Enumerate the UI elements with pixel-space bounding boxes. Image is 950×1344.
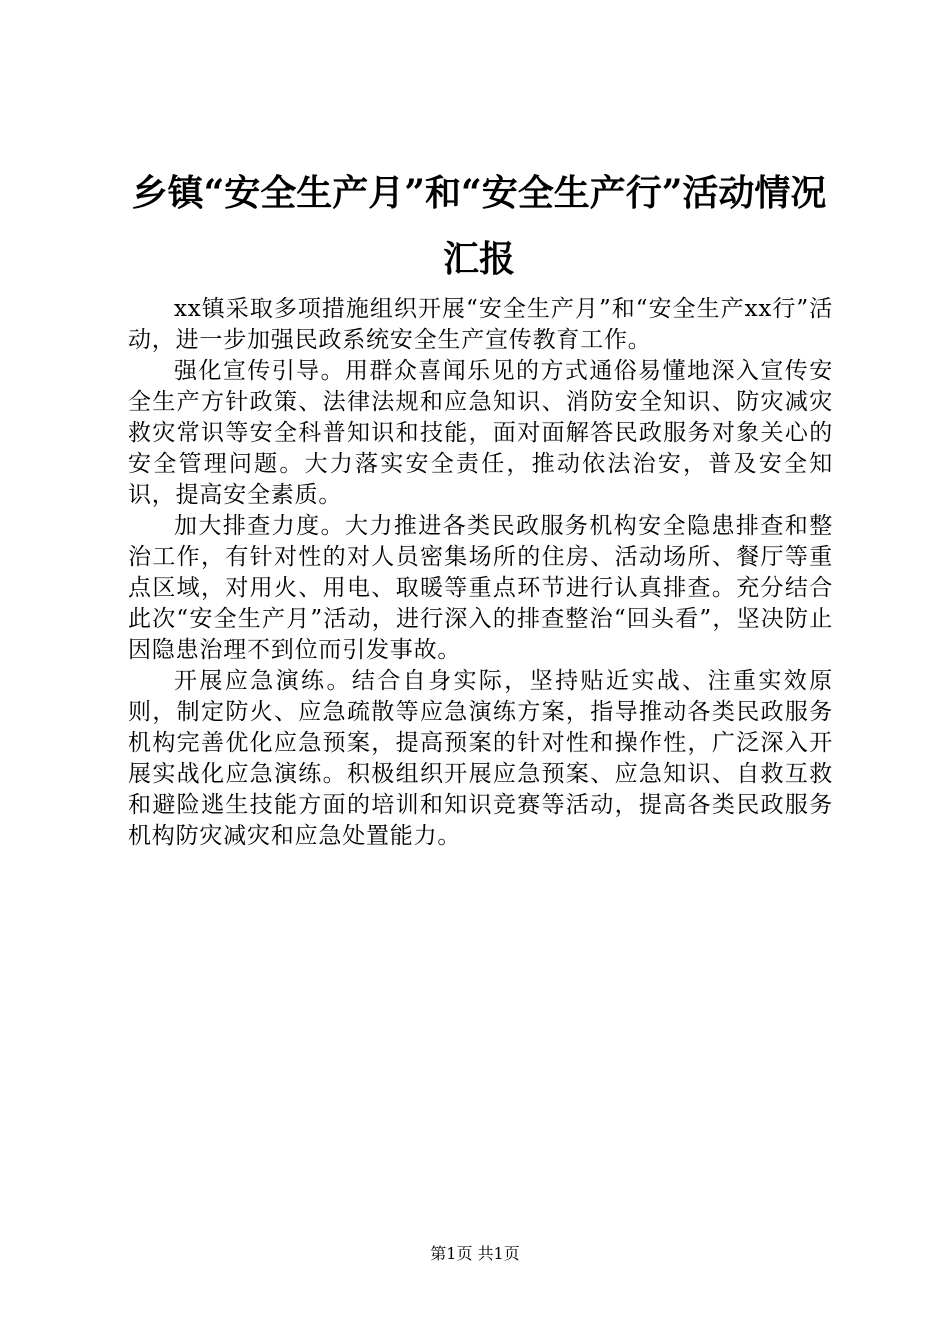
- document-title: 乡镇“安全生产月”和“安全生产行”活动情况汇报: [131, 172, 827, 280]
- paragraph-drill: 开展应急演练。结合自身实际，坚持贴近实战、注重实效原则，制定防火、应急疏散等应急演练方案，指导推动各类民政服务机构完善优化应急预案，提高预案的针对性和操作性，广泛深入开展实战化应急演练。积极组织开展应急预案、应急知识、自救互救和避险逃生技能方面的培训和知识竞赛等活动，提高各类民政服务机构防灾减灾和应急处置能力。: [128, 668, 833, 849]
- page-footer: 第1页 共1页: [430, 1244, 520, 1263]
- paragraph-inspection: 加大排查力度。大力推进各类民政服务机构安全隐患排查和整治工作，有针对性的对人员密集场所的住房、活动场所、餐厅等重点区域，对用火、用电、取暖等重点环节进行认真排查。充分结合此次“安全生产月”活动，进行深入的排查整治“回头看”，坚决防止因隐患治理不到位而引发事故。: [128, 513, 833, 663]
- paragraph-intro: xx镇采取多项措施组织开展“安全生产月”和“安全生产xx行”活动，进一步加强民政系统安全生产宣传教育工作。: [128, 296, 833, 353]
- paragraph-publicity: 强化宣传引导。用群众喜闻乐见的方式通俗易懂地深入宣传安全生产方针政策、法律法规和应急知识、消防安全知识、防灾减灾救灾常识等安全科普知识和技能，面对面解答民政服务对象关心的安全管理问题。大力落实安全责任，推动依法治安，普及安全知识，提高安全素质。: [128, 358, 833, 508]
- document-body: [128, 294, 833, 852]
